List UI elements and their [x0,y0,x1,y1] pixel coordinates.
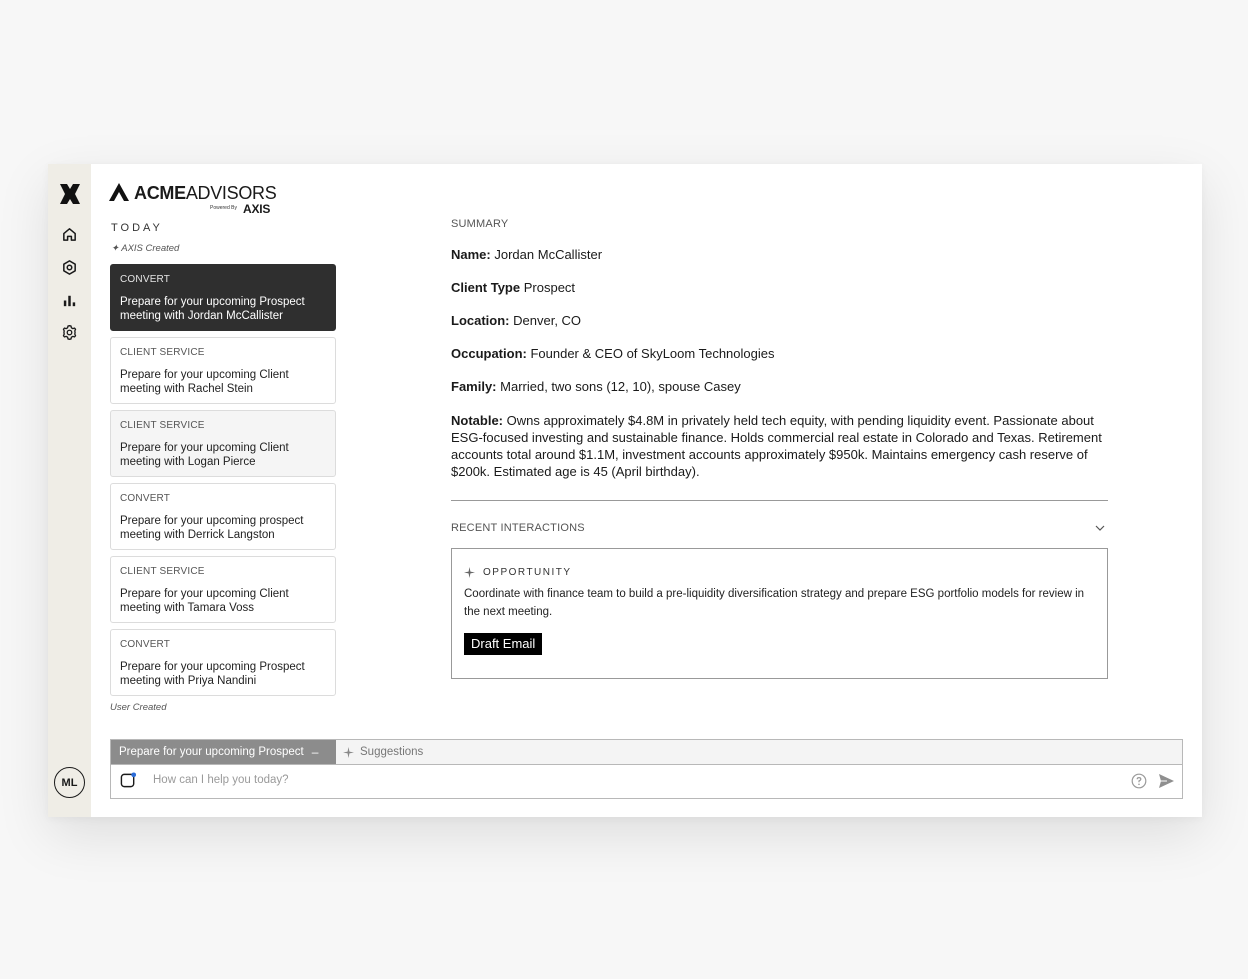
chip-remove-icon[interactable]: – [311,745,319,759]
new-chat-icon[interactable] [120,772,137,789]
draft-email-button[interactable]: Draft Email [464,633,542,655]
help-icon[interactable] [1131,773,1147,789]
task-tag: CONVERT [120,493,171,504]
brand-logo [108,182,278,218]
sidebar-rail [48,164,91,817]
task-card-priya-nandini[interactable] [110,629,336,696]
recent-interactions-header[interactable] [451,522,1108,534]
task-title: Prepare for your upcoming Prospect meeting with Jordan McCallister [120,296,305,322]
brand-powered-by: Powered By [210,205,237,211]
summary-name: Name: Jordan McCallister [451,247,603,262]
task-tag: CLIENT SERVICE [120,566,205,577]
chat-input[interactable] [153,774,1053,786]
task-card-jordan-mccallister[interactable] [110,264,336,331]
summary-location: Location: Denver, CO [451,313,582,328]
sparkle-icon [464,567,475,578]
chat-input-row [111,765,1182,798]
user-avatar[interactable]: ML [54,767,85,798]
summary-heading: SUMMARY [451,218,509,230]
task-list [110,264,336,702]
task-card-rachel-stein[interactable] [110,337,336,404]
suggestions-label: Suggestions [360,746,424,758]
context-chip[interactable] [111,740,336,764]
brand-mark-icon [108,182,130,202]
app-window [48,164,1202,817]
bar-chart-icon[interactable] [61,292,78,309]
axis-created-label: ✦ AXIS Created [111,243,180,254]
home-icon[interactable] [61,226,78,243]
task-title: Prepare for your upcoming prospect meeting with Derrick Langston [120,515,304,541]
suggestions-button[interactable] [336,740,423,764]
chevron-down-icon[interactable] [1094,522,1106,534]
task-tag: CONVERT [120,639,171,650]
summary-notable: Notable: Owns approximately $4.8M in privately held tech equity, with pending liquidity event. Passionate about ESG-focused investing and sustainable finance. Holds commercial real estate in Colorado and Texas. Retirement accounts total around $1.1M, investment accounts approximately $950k. Maintains emergency cash reserve of $200k. Estimated age is 45 (April birthday). [451,413,1102,479]
client-summary-panel [451,218,1108,679]
summary-family: Family: Married, two sons (12, 10), spouse Casey [451,379,741,394]
user-created-label: User Created [110,702,167,713]
context-chip-label: Prepare for your upcoming Prospect [119,746,304,758]
opportunity-label: OPPORTUNITY [483,567,572,578]
brand-name: ACMEADVISORS [134,183,277,203]
send-icon[interactable] [1158,773,1175,789]
gear-icon[interactable] [61,324,78,341]
task-tag: CLIENT SERVICE [120,347,205,358]
sparkle-icon [343,747,354,758]
task-tag: CONVERT [120,274,171,285]
task-title: Prepare for your upcoming Client meeting with Logan Pierce [120,442,289,468]
summary-client-type: Client Type Prospect [451,280,576,295]
task-card-tamara-voss[interactable] [110,556,336,623]
task-tag: CLIENT SERVICE [120,420,205,431]
axis-logo-icon[interactable] [58,182,82,206]
opportunity-card [451,548,1108,679]
day-label: TODAY [111,222,163,234]
brand-product: AXIS [243,202,271,216]
opportunity-header [464,567,1095,578]
hexagon-icon[interactable] [61,259,78,276]
task-card-derrick-langston[interactable] [110,483,336,550]
task-title: Prepare for your upcoming Client meeting with Tamara Voss [120,588,289,614]
chat-context-bar [111,740,1182,765]
recent-interactions-heading: RECENT INTERACTIONS [451,522,585,534]
task-title: Prepare for your upcoming Client meeting with Rachel Stein [120,369,289,395]
task-title: Prepare for your upcoming Prospect meeting with Priya Nandini [120,661,305,687]
section-divider [451,500,1108,501]
task-card-logan-pierce[interactable] [110,410,336,477]
summary-occupation: Occupation: Founder & CEO of SkyLoom Technologies [451,346,775,361]
chat-composer [110,739,1183,799]
opportunity-text: Coordinate with finance team to build a pre-liquidity diversification strategy and prepare ESG portfolio models for review in the next meeting. [464,588,1085,618]
